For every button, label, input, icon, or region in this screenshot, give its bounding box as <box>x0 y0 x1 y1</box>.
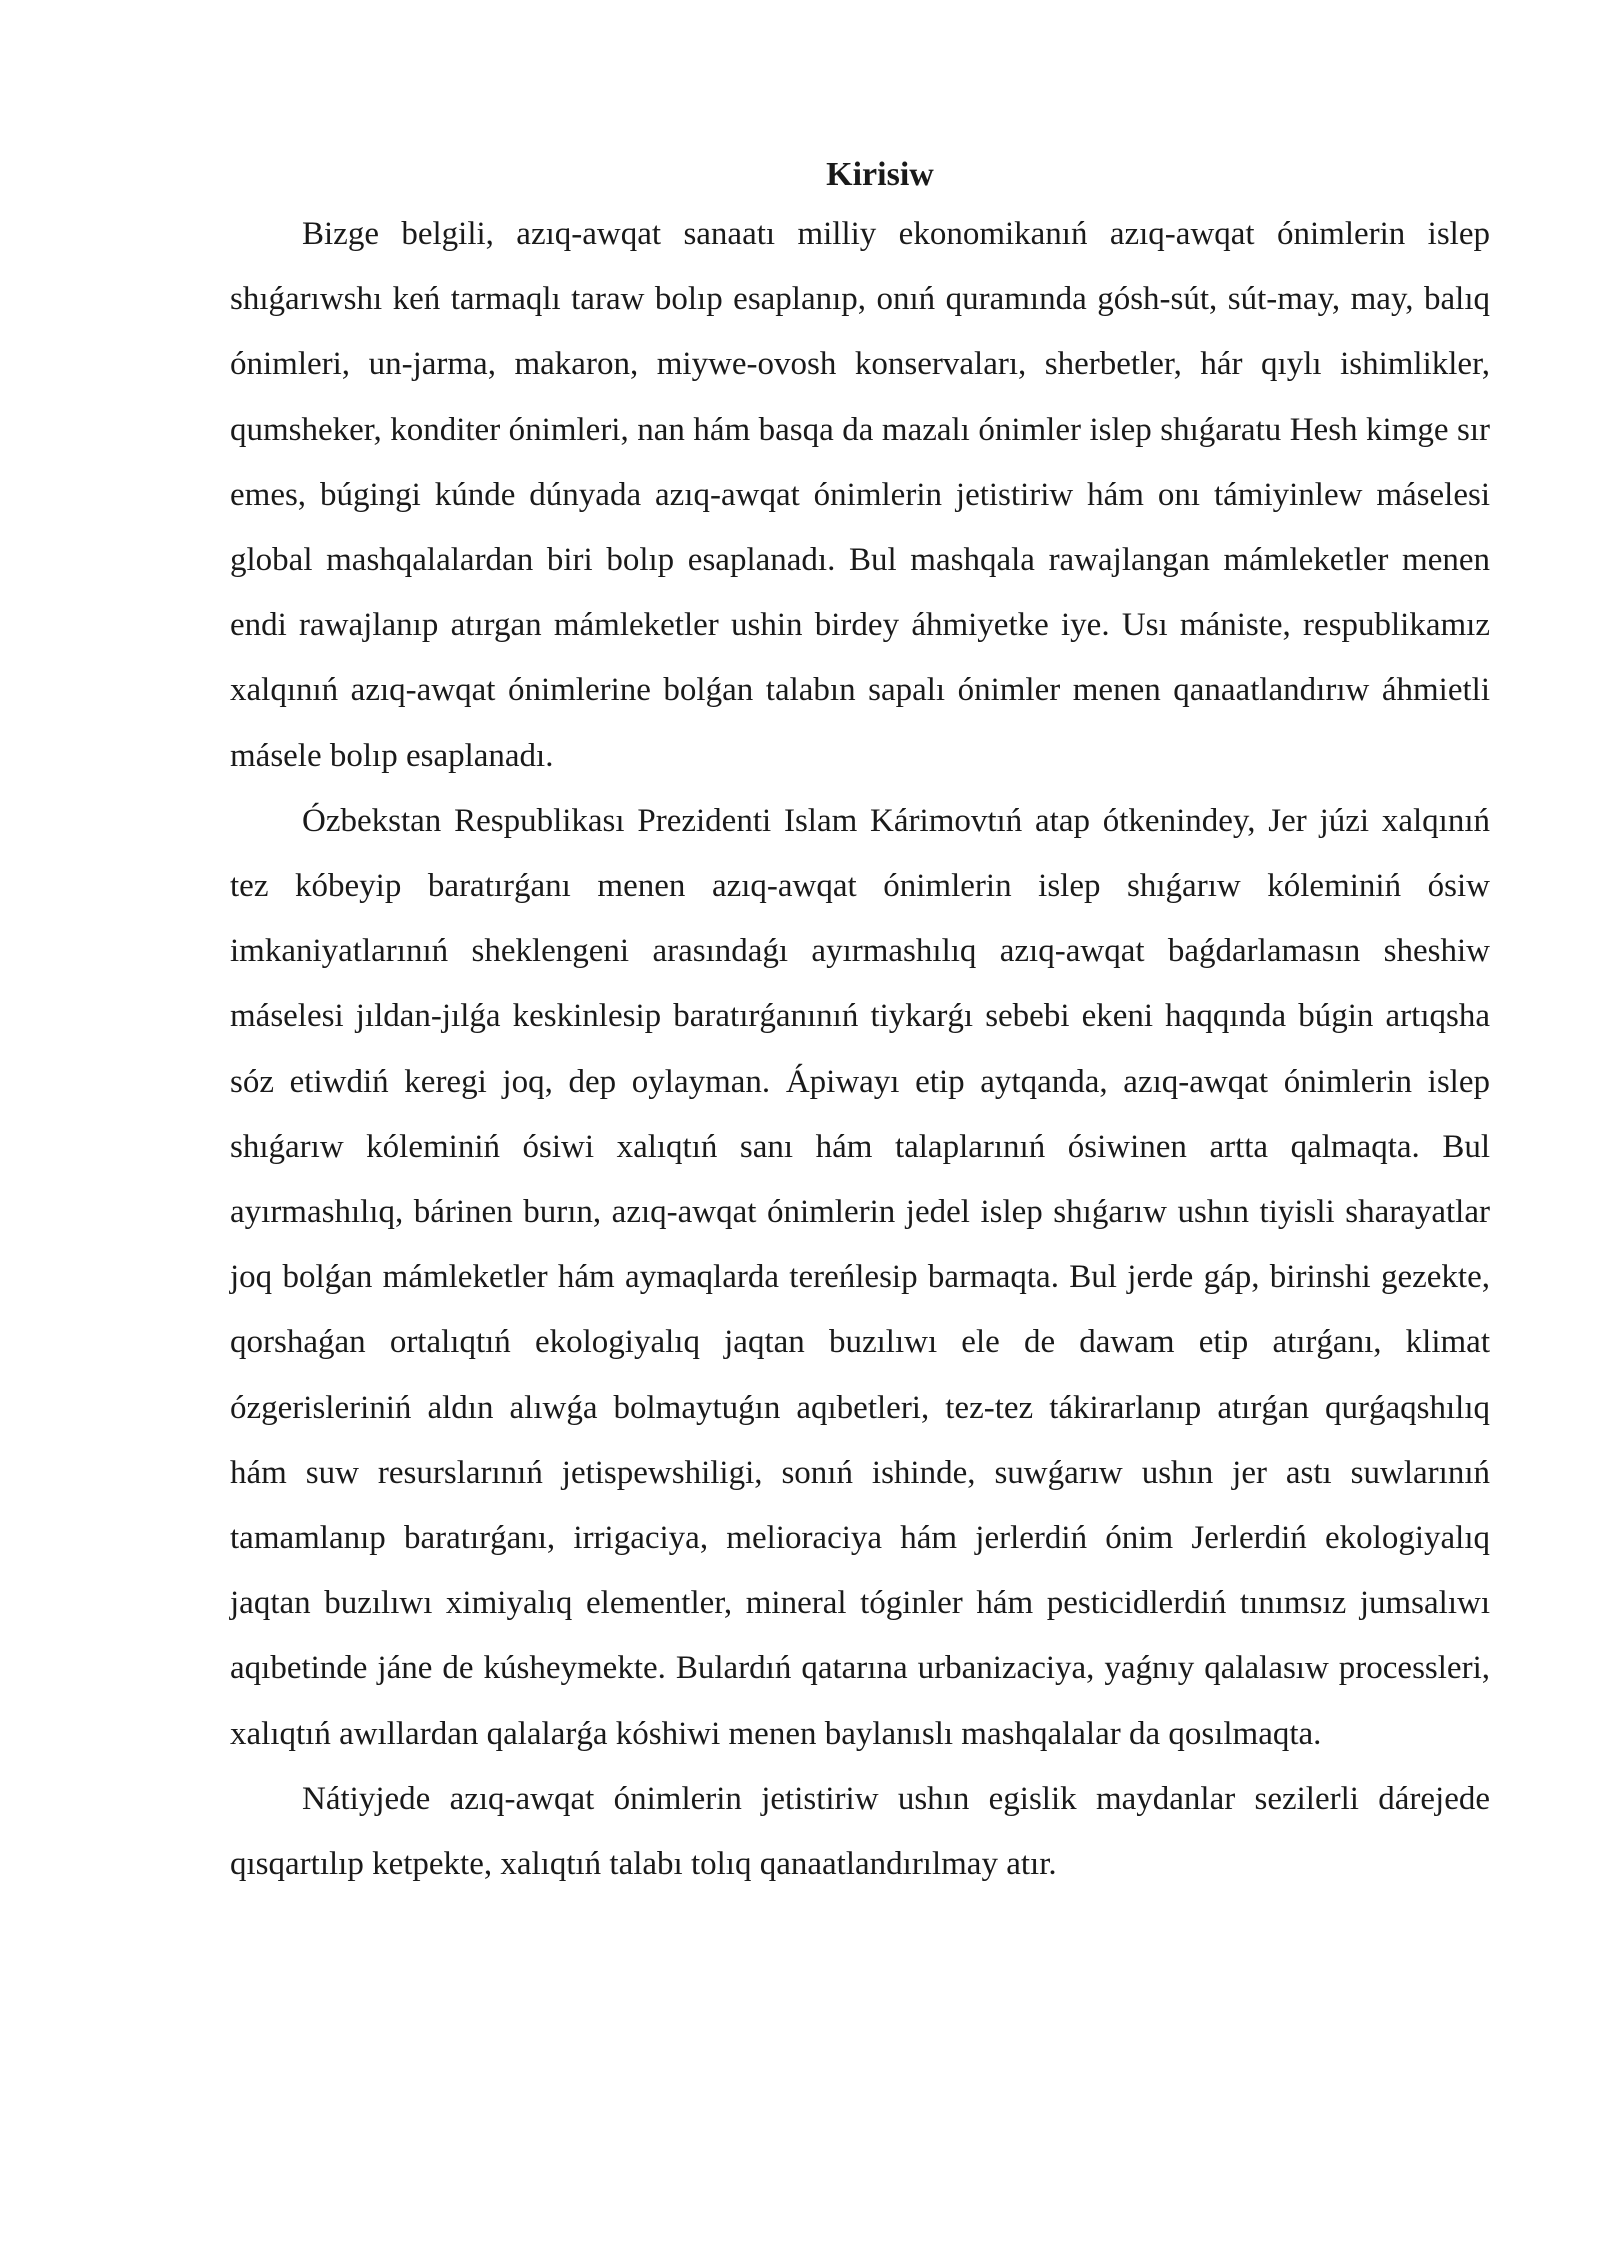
document-page <box>230 150 1490 1897</box>
document-title: Kirisiw <box>826 156 934 193</box>
paragraph-2: Ózbekstan Respublikası Prezidenti Islam Kárimovtıń atap ótkenindey, Jer júzi xalqınıń tez kóbeyip baratırǵanı menen azıq-awqat ónimlerin islep shıǵarıw kóleminiń ósiw imkaniyatlarınıń sheklengeni arasındaǵı ayırmashılıq azıq-awqat baǵdarlamasın sheshiw máselesi jıldan-jılǵa keskinlesip baratırǵanınıń tiykarǵı sebebi ekeni haqqında búgin artıqsha sóz etiwdiń keregi joq, dep oylayman. Ápiwayı etip aytqanda, azıq-awqat ónimlerin islep shıǵarıw kóleminiń ósiwi xalıqtıń sanı hám talaplarınıń ósiwinen artta qalmaqta. Bul ayırmashılıq, bárinen burın, azıq-awqat ónimlerin jedel islep shıǵarıw ushın tiyisli sharayatlar joq bolǵan mámleketler hám aymaqlarda tereńlesip barmaqta. Bul jerde gáp, birinshi gezekte, qorshaǵan ortalıqtıń ekologiyalıq jaqtan buzılıwı ele de dawam etip atırǵanı, klimat ózgerisleriniń aldın alıwǵa bolmaytuǵın aqıbetleri, tez-tez tákirarlanıp atırǵan qurǵaqshılıq hám suw resurslarınıń jetispewshiligi, sonıń ishinde, suwǵarıw ushın jer astı suwlarınıń tamamlanıp baratırǵanı, irrigaciya, melioraciya hám jerlerdiń ónim Jerlerdiń ekologiyalıq jaqtan buzılıwı ximiyalıq elementler, mineral tóginler hám pesticidlerdiń tınımsız jumsalıwı aqıbetinde jáne de kúsheymekte. Bulardıń qatarına urbanizaciya, yaǵnıy qalalasıw processleri, xalıqtıń awıllardan qalalarǵa kóshiwi menen baylanıslı mashqalalar da qosılmaqta. <box>230 802 1490 1752</box>
paragraph-1: Bizge belgili, azıq-awqat sanaatı milliy ekonomikanıń azıq-awqat ónimlerin islep shıǵarıwshı keń tarmaqlı taraw bolıp esaplanıp, onıń quramında gósh-sút, sút-may, may, balıq ónimleri, un-jarma, makaron, miywe-ovosh konservaları, sherbetler, hár qıylı ishimlikler, qumsheker, konditer ónimleri, nan hám basqa da mazalı ónimler islep shıǵaratu Hesh kimge sır emes, búgingi kúnde dúnyada azıq-awqat ónimlerin jetistiriw hám onı támiyinlew máselesi global mashqalalardan biri bolıp esaplanadı. Bul mashqala rawajlangan mámleketler menen endi rawajlanıp atırgan mámleketler ushin birdey áhmiyetke iye. Usı mániste, respublikamız xalqınıń azıq-awqat ónimlerine bolǵan talabın sapalı ónimler menen qanaatlandırıw áhmietli másele bolıp esaplanadı. <box>230 216 1490 774</box>
paragraph-3: Nátiyjede azıq-awqat ónimlerin jetistiriw ushın egislik maydanlar sezilerli dárejede qısqartılıp ketpekte, xalıqtıń talabı tolıq qanaatlandırılmay atır. <box>230 1780 1490 1883</box>
